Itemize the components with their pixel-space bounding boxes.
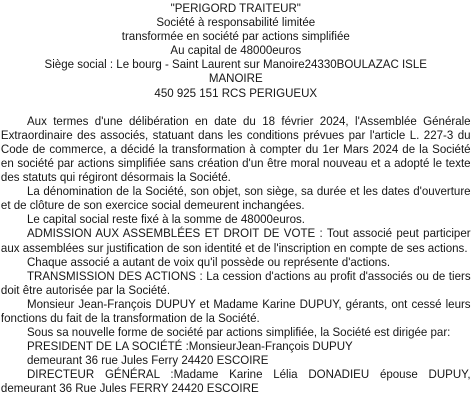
paragraph-admission: ADMISSION AUX ASSEMBLÉES ET DROIT DE VOTE : Tout associé peut participer aux assemblées sur justification de son identité et de l'inscription en compte de ses actions. [0,226,471,255]
paragraph-former-managers: Monsieur Jean-François DUPUY et Madame Karine DUPUY, gérants, ont cessé leurs fonctions du fait de la transformation de la Société. [0,296,471,325]
paragraph-new-management: Sous sa nouvelle forme de société par actions simplifiée, la Société est dirigée par: [26,325,451,340]
paragraph-capital: Le capital social reste fixé à la somme de 48000euros. [26,212,305,227]
rcs-number: 450 925 151 RCS PERIGUEUX [154,85,318,100]
notice-header [1,1,471,100]
registered-office: Siège social : Le bourg - Saint Laurent sur Manoire24330BOULAZAC ISLE [44,57,427,72]
paragraph-president: PRESIDENT DE LA SOCIÉTÉ :MonsieurJean-François DUPUY [26,339,353,354]
paragraph-resolution: Aux termes d'une délibération en date du 18 février 2024, l'Assemblée Générale Extraordinaire des associés, statuant dans les conditions prévues par l'article L. 227-3 du Code de commerce, a décidé la transformation à compter du 1er Mars 2024 de la Société en société par actions simplifiée sans création d'un être moral nouveau et a adopté le texte des statuts qui régiront désormais la Société. [0,113,471,185]
header-spacer [1,100,471,114]
transformation-form: transformée en société par actions simplifiée [121,29,350,44]
company-name: "PERIGORD TRAITEUR" [170,1,301,15]
registered-office-continued: MANOIRE [208,71,263,86]
paragraph-president-address: demeurant 36 rue Jules Ferry 24420 ESCOIRE [26,353,269,368]
paragraph-transfer: TRANSMISSION DES ACTIONS : La cession d'actions au profit d'associés ou de tiers doit être autorisée par la Société. [0,268,471,297]
paragraph-unchanged-details: La dénomination de la Société, son objet, son siège, sa durée et les dates d'ouverture et de clôture de son exercice social demeurent inchangées. [0,184,471,213]
share-capital: Au capital de 48000euros [170,43,302,58]
paragraph-general-director: DIRECTEUR GÉNÉRAL :Madame Karine Lélia DONADIEU épouse DUPUY, demeurant 36 Rue Jules FERRY 24420 ESCOIRE [0,367,471,396]
paragraph-voting: Chaque associé a autant de voix qu'il possède ou représente d'actions. [26,254,391,269]
legal-form: Société à responsabilité limitée [156,15,316,30]
notice-body [1,114,471,396]
